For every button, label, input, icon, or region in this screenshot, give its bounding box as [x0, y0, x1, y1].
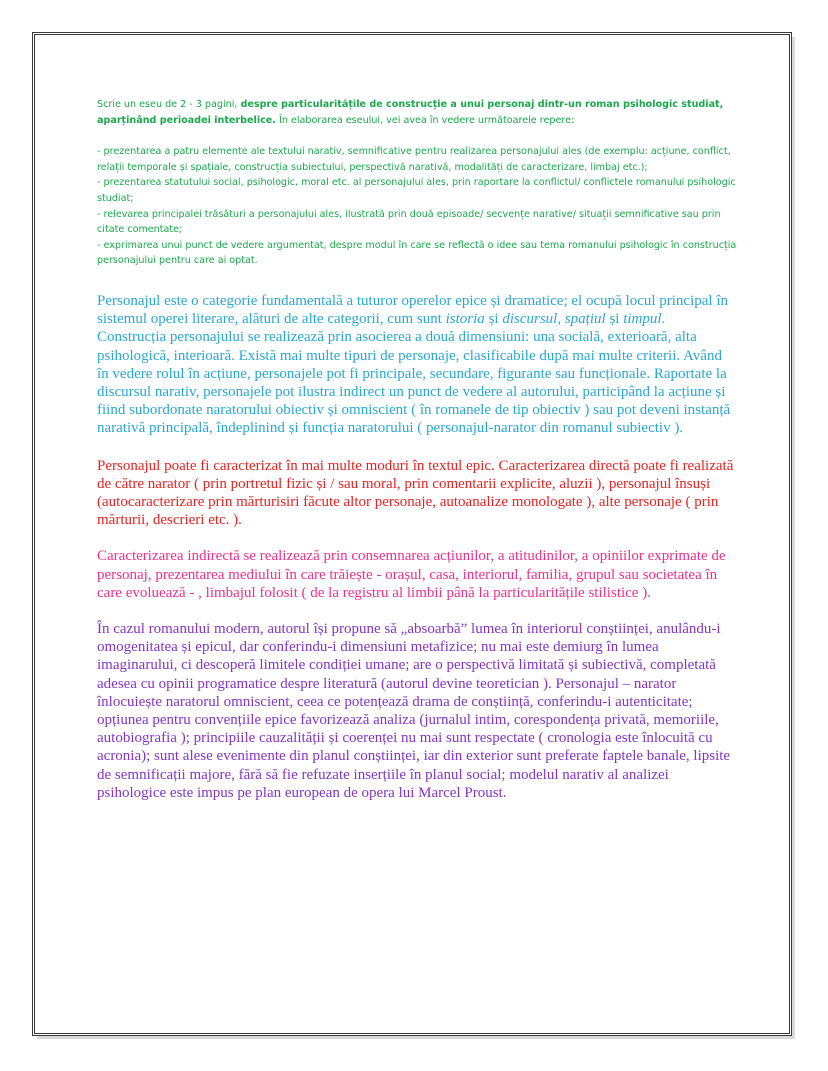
task-item: - prezentarea a patru elemente ale textului narativ, semnificative pentru realizarea personajului ales (de exemplu: acțiune, conflict, relații temporale și spațiale, construcția subiectului, perspectivă narativă, modalități de caracterizare, limbaj etc.);: [97, 146, 731, 173]
paragraph-modern-novel: În cazul romanului modern, autorul își propune să „absoarbă” lumea în interiorul conștiinței, anulându-i omogenitatea și epicul, dar conferindu-i dimensiuni metafizice; nu mai este demiurg în lumea imaginarului, ci descoperă limitele condiției umane; are o perspectivă limitată și subiectivă, completată adesea cu opinii programatice despre literatură (autorul devine teoretician ). Personajul – narator înlocuiește naratorul omniscient, ceea ce potențează drama de conștiință, conferindu-i autenticitate; opțiunea pentru convențiile epice favorizează analiza (jurnalul intim, corespondența privată, memoriile, autobiografia ); principiile cauzalității și coerenței nu mai sunt respectate ( cronologia este înlocuită cu acronia); sunt alese evenimente din planul conștiinței, iar din exterior sunt preferate faptele banale, lipsite de semnificații majore, fără să fie refuzate inserțiile în planul social; modelul narativ al analizei psihologice este impus pe plan european de opera lui Marcel Proust.: [97, 620, 731, 801]
paragraph-indirect-characterization: Caracterizarea indirectă se realizează prin consemnarea acțiunilor, a atitudinilor, a opiniilor exprimate de personaj, prezentarea mediului în care trăiește - orașul, casa, interiorul, familia, grupul sau societatea în care evoluează - , limbajul folosit ( de la registru al limbii până la particularitățile stilistice ).: [97, 548, 726, 601]
paragraph-character-definition: Personajul este o categorie fundamentală a tuturor operelor epice și dramatice; el ocupă locul principal în sistemul operei literare, alături de alte categorii, cum sunt istoria și discursul, spațiul și timpul. Construcția personajului se realizează prin asocierea a două dimensiuni: una socială, exterioară, alta psihologică, interioară. Există mai multe tipuri de personaje, clasificabile după mai multe criterii. Având în vedere rolul în acțiune, personajele pot fi principale, secundare, figurante sau funcționale. Raportate la discursul narativ, personajele pot ilustra indirect un punct de vedere al autorului, participând la acțiune și fiind subordonate naratorului obiectiv și omniscient ( în romanele de tip obiectiv ) sau pot deveni instanță narativă principală, îndeplinind și funcția naratorului ( personajul-narator din romanul subiectiv ).: [97, 292, 731, 437]
document-body: [97, 97, 737, 802]
task-item: - exprimarea unui punct de vedere argumentat, despre modul în care se reflectă o idee sau tema romanului psihologic în construcția personajului pentru care ai optat.: [97, 239, 737, 267]
task-intro-text: Scrie un eseu de 2 - 3 pagini,: [97, 99, 241, 110]
task-intro: [97, 97, 737, 128]
task-intro-bold: despre particularitățile de construcție a unui personaj dintr-un roman psihologic studiat, aparținând perioadei interbelice.: [97, 99, 724, 126]
task-item: - relevarea principalei trăsături a personajului ales, ilustrată prin două episoade/ secvențe narative/ situații semnificative sau prin citate comentate;: [97, 208, 721, 236]
task-item: - prezentarea statutului social, psihologic, moral etc. al personajului ales, prin raportare la conflictul/ conflictele romanului psihologic studiat;: [97, 177, 736, 204]
paragraph-direct-characterization: Personajul poate fi caracterizat în mai multe moduri în textul epic. Caracterizarea directă poate fi realizată de către narator ( prin portretul fizic și / sau moral, prin comentarii explicite, aluzii ), personajul însuși (autocaracterizare prin mărturisiri făcute altor personaje, autoanalize monologate ), alte personaje ( prin mărturii, descrieri etc. ).: [97, 457, 734, 529]
task-intro-text-end: În elaborarea eseului, vei avea în vedere următoarele repere:: [275, 114, 575, 126]
